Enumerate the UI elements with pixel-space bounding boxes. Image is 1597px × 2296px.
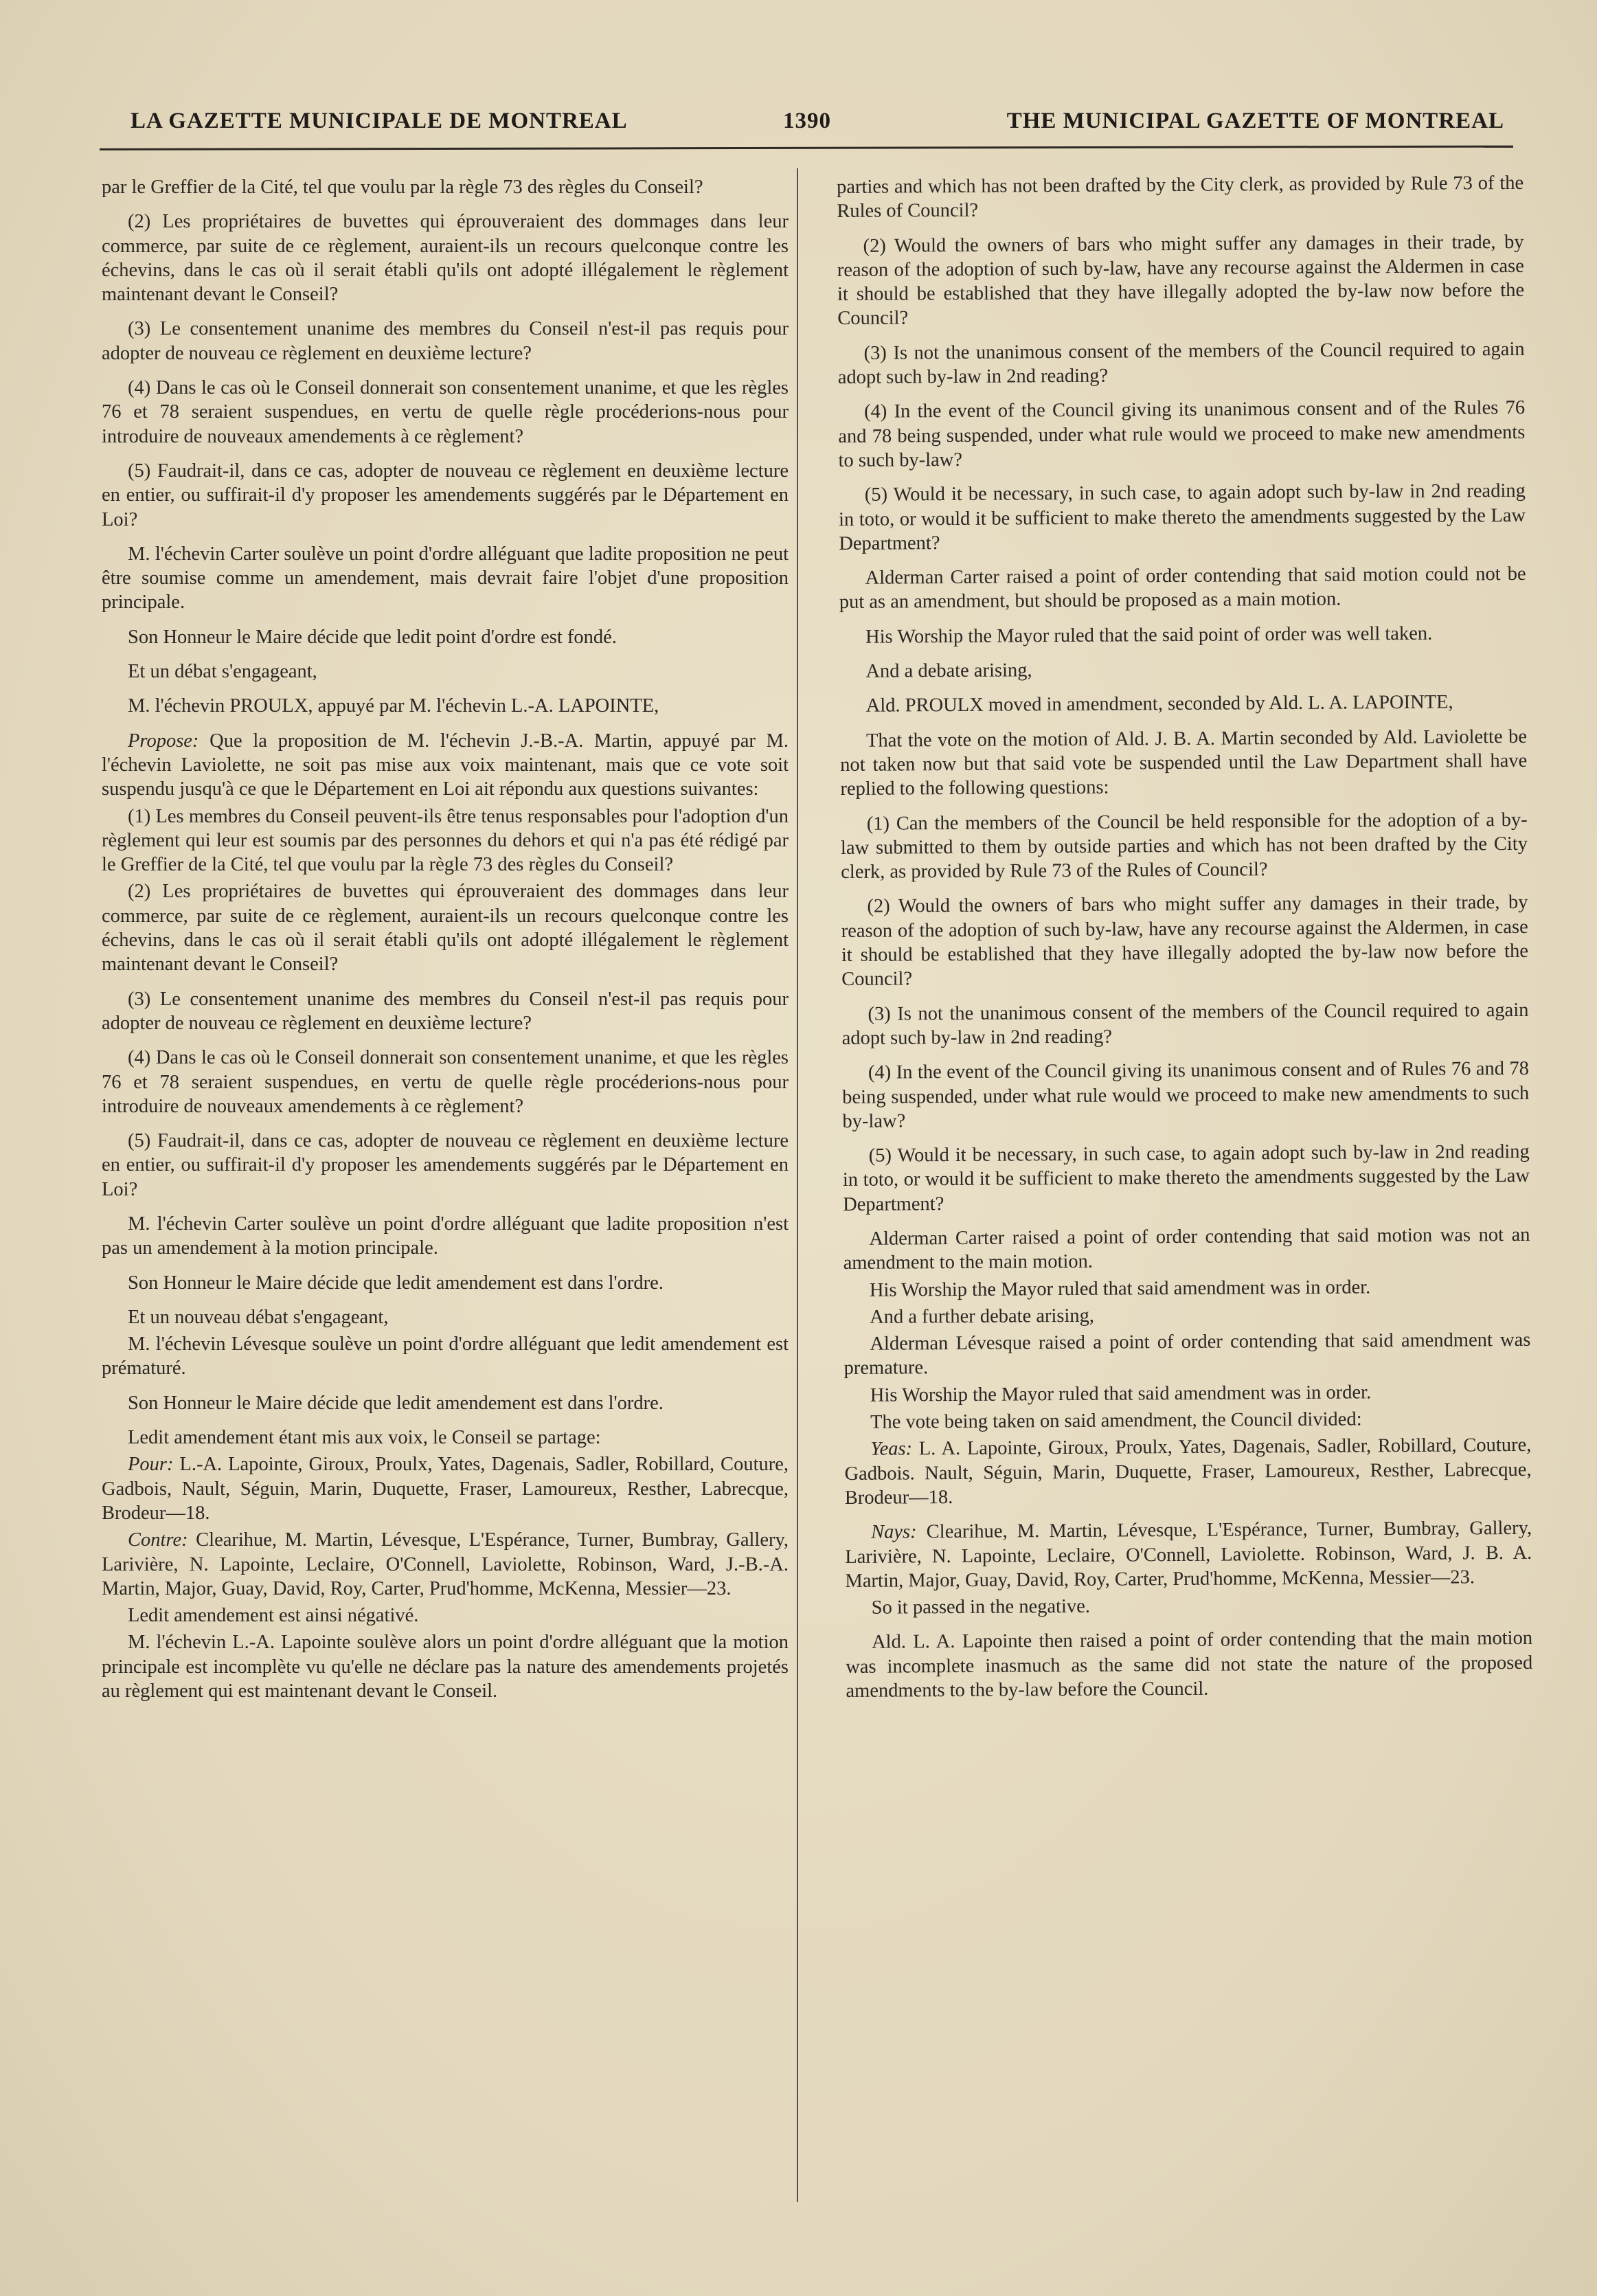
yeas-paragraph bbox=[844, 1433, 1532, 1510]
header-french-title: LA GAZETTE MUNICIPALE DE MONTREAL bbox=[131, 109, 628, 133]
pour-label: Pour: bbox=[128, 1454, 174, 1476]
column-divider bbox=[797, 168, 798, 2202]
paragraph: (4) Dans le cas où le Conseil donnerait son consentement unanime, et que les règles 76 et 78 seraient suspendues, en vertu de quelle règle procéderions-nous pour introduire de nouveaux amendements à ce règlement? bbox=[102, 377, 789, 447]
paragraph: (3) Le consentement unanime des membres du Conseil n'est-il pas requis pour adopter de nouveau ce règlement en deuxième lecture? bbox=[102, 318, 789, 364]
yeas-list: L. A. Lapointe, Giroux, Proulx, Yates, Dagenais, Sadler, Robillard, Couture, Gadbois. Nault, Séguin, Marin, Duquette, Fraser, Lamoureux, Resther, Labrecque, Brodeur—18. bbox=[844, 1434, 1532, 1509]
paragraph: Et un débat s'engageant, bbox=[128, 661, 317, 683]
contre-list: Clearihue, M. Martin, Lévesque, L'Espérance, Turner, Bumbray, Gallery, Larivière, N. Lapointe, Leclaire, O'Connell, Laviolette, Robinson, Ward, J.-B.-A. Martin, Major, Guay, David, Roy, Carter, Prud'homme, McKenna, Messier—23. bbox=[102, 1529, 789, 1599]
paragraph: M. l'échevin Lévesque soulève un point d'ordre alléguant que ledit amendement est prématuré. bbox=[102, 1333, 789, 1380]
paragraph: (1) Can the members of the Council be held responsible for the adoption of a by-law submitted to them by outside parties and which has not been drafted by the City clerk, as provided by Rule 73 of the Rules of Council? bbox=[840, 809, 1528, 883]
paragraph: (5) Faudrait-il, dans ce cas, adopter de nouveau ce règlement en deuxième lecture en entier, ou suffirait-il d'y proposer les amendements suggérés par le Département en Loi? bbox=[102, 1130, 789, 1200]
paragraph: Son Honneur le Maire décide que ledit amendement est dans l'ordre. bbox=[128, 1272, 664, 1294]
paragraph: M. l'échevin Carter soulève un point d'ordre alléguant que ladite proposition n'est pas un amendement à la motion principale. bbox=[102, 1213, 789, 1259]
paragraph: (1) Les membres du Conseil peuvent-ils être tenus responsables pour l'adoption d'un règlement qui leur est soumis par des personnes du dehors et qui n'a pas été rédigé par le Greffier de la Cité, tel que voulu par la règle 73 des règles du Conseil? bbox=[102, 805, 789, 876]
paragraph: Ald. L. A. Lapointe then raised a point of order contending that the main motion was incomplete inasmuch as the same did not state the nature of the proposed amendments to the by-law before the Council. bbox=[846, 1628, 1533, 1702]
paragraph: (3) Is not the unanimous consent of the members of the Council required to again adopt such by-law in 2nd reading? bbox=[837, 338, 1525, 389]
paragraph: Alderman Lévesque raised a point of order contending that said amendment was premature. bbox=[843, 1329, 1531, 1380]
paragraph: Son Honneur le Maire décide que ledit point d'ordre est fondé. bbox=[128, 626, 617, 648]
paragraph: (4) In the event of the Council giving its unanimous consent and of the Rules 76 and 78 being suspended, under what rule would we proceed to make new amendments to such by-law? bbox=[838, 397, 1526, 471]
paragraph: Ledit amendement étant mis aux voix, le Conseil se partage: bbox=[128, 1427, 601, 1449]
paragraph: par le Greffier de la Cité, tel que voulu par la règle 73 des règles du Conseil? bbox=[102, 177, 703, 198]
paragraph: The vote being taken on said amendment, the Council divided: bbox=[870, 1408, 1362, 1433]
nays-paragraph bbox=[845, 1516, 1532, 1593]
nays-label: Nays: bbox=[870, 1521, 917, 1543]
paragraph: His Worship the Mayor ruled that said amendment was in order. bbox=[870, 1382, 1372, 1406]
paragraph: (4) In the event of the Council giving its unanimous consent and of Rules 76 and 78 being suspended, under what rule would we proceed to make new amendments to such by-law? bbox=[842, 1058, 1530, 1132]
paragraph: (2) Would the owners of bars who might suffer any damages in their trade, by reason of the adoption of such by-law, have any recourse against the Aldermen, in case it should be established that they have illegally adopted the by-law now before the Council? bbox=[841, 892, 1529, 991]
propose-label: Propose: bbox=[128, 730, 199, 752]
header-rule bbox=[100, 146, 1513, 150]
paragraph: That the vote on the motion of Ald. J. B. A. Martin seconded by Ald. Laviolette be not taken now but that said vote be suspended until the Law Department shall have replied to the following questions: bbox=[840, 725, 1528, 800]
paragraph: (5) Would it be necessary, in such case, to again adopt such by-law in 2nd reading in toto, or would it be sufficient to make thereto the amendments suggested by the Law Department? bbox=[842, 1140, 1530, 1215]
paragraph: Alderman Carter raised a point of order contending that said motion could not be put as an amendment, but should be proposed as a main motion. bbox=[839, 563, 1526, 614]
paragraph: His Worship the Mayor ruled that the said point of order was well taken. bbox=[865, 622, 1433, 648]
paragraph: (3) Le consentement unanime des membres du Conseil n'est-il pas requis pour adopter de nouveau ce règlement en deuxième lecture? bbox=[102, 988, 789, 1034]
paragraph: M. l'échevin L.-A. Lapointe soulève alors un point d'ordre alléguant que la motion principale est incomplète vu qu'elle ne déclare pas la nature des amendements projetés au règlement qui est maintenant devant le Conseil. bbox=[102, 1632, 789, 1702]
paragraph: (5) Would it be necessary, in such case, to again adopt such by-law in 2nd reading in toto, or would it be sufficient to make thereto the amendments suggested by the Law Department? bbox=[838, 480, 1526, 554]
propose-paragraph bbox=[102, 729, 789, 802]
propose-text: Que la proposition de M. l'échevin J.-B.-A. Martin, appuyé par M. l'échevin Laviolette, ne soit pas mise aux voix maintenant, mais que ce vote soit suspendu jusqu'à ce que le Département en Loi ait répondu aux questions suivantes: bbox=[102, 730, 789, 800]
paragraph: And a debate arising, bbox=[865, 660, 1032, 682]
paragraph: Ledit amendement est ainsi négativé. bbox=[128, 1605, 419, 1627]
contre-label: Contre: bbox=[128, 1529, 188, 1551]
paragraph: (3) Is not the unanimous consent of the members of the Council required to again adopt such by-law in 2nd reading? bbox=[841, 999, 1529, 1049]
pour-list: L.-A. Lapointe, Giroux, Proulx, Yates, Dagenais, Sadler, Robillard, Couture, Gadbois, Nault, Séguin, Marin, Duquette, Fraser, Lamoureux, Resther, Labrecque, Brodeur—18. bbox=[102, 1454, 789, 1524]
paragraph: (2) Les propriétaires de buvettes qui éprouveraient des dommages dans leur commerce, par suite de ce règlement, auraient-ils un recours quelconque contre les échevins, dans le cas où il serait établi qu'ils ont adopté illégalement le règlement maintenant devant le Conseil? bbox=[102, 211, 789, 306]
paragraph: M. l'échevin PROULX, appuyé par M. l'échevin L.-A. LAPOINTE, bbox=[128, 695, 659, 717]
pour-paragraph bbox=[102, 1452, 789, 1525]
yeas-label: Yeas: bbox=[870, 1438, 913, 1461]
nays-list: Clearihue, M. Martin, Lévesque, L'Espérance, Turner, Bumbray, Gallery, Larivière, N. Lapointe, Leclaire, O'Connell, Laviolette. Robinson, Ward, J. B. A. Martin, Major, Guay, David, Roy, Carter, Prud'homme, McKenna, Messier—23. bbox=[845, 1518, 1532, 1592]
paragraph: (2) Les propriétaires de buvettes qui éprouveraient des dommages dans leur commerce, par suite de ce règlement, auraient-ils un recours quelconque contre les échevins, dans le cas où il serait établi qu'ils ont adopté illégalement le règlement maintenant devant le Conseil? bbox=[102, 881, 789, 976]
paragraph: (4) Dans le cas où le Conseil donnerait son consentement unanime, et que les règles 76 et 78 seraient suspendues, en vertu de quelle règle procéderions-nous pour introduire de nouveaux amendements à ce règlement? bbox=[102, 1047, 789, 1117]
paragraph: M. l'échevin Carter soulève un point d'ordre alléguant que ladite proposition ne peut être soumise comme un amendement, mais devrait faire l'objet d'une proposition principale. bbox=[102, 543, 789, 614]
page-number: 1390 bbox=[783, 109, 831, 133]
paragraph: Ald. PROULX moved in amendment, seconded by Ald. L. A. LAPOINTE, bbox=[865, 691, 1453, 717]
paragraph: And a further debate arising, bbox=[870, 1305, 1095, 1328]
header-english-title: THE MUNICIPAL GAZETTE OF MONTREAL bbox=[1006, 109, 1504, 133]
paragraph: Et un nouveau débat s'engageant, bbox=[128, 1306, 389, 1328]
english-column bbox=[837, 171, 1533, 1713]
french-column bbox=[102, 175, 789, 1713]
paragraph: (2) Would the owners of bars who might suffer any damages in their trade, by reason of the adoption of such by-law, have any recourse against the Aldermen in case it should be established that they have illegally adopted the by-law now before the Council? bbox=[837, 231, 1525, 330]
paragraph: Son Honneur le Maire décide que ledit amendement est dans l'ordre. bbox=[128, 1392, 664, 1414]
page-header bbox=[124, 103, 1504, 137]
paragraph: So it passed in the negative. bbox=[871, 1595, 1091, 1619]
paragraph: His Worship the Mayor ruled that said amendment was in order. bbox=[869, 1276, 1371, 1301]
paragraph: parties and which has not been drafted by the City clerk, as provided by Rule 73 of the Rules of Council? bbox=[837, 172, 1524, 223]
contre-paragraph bbox=[102, 1528, 789, 1601]
paragraph: (5) Faudrait-il, dans ce cas, adopter de nouveau ce règlement en deuxième lecture en entier, ou suffirait-il d'y proposer les amendements suggérés par le Département en Loi? bbox=[102, 460, 789, 530]
paragraph: Alderman Carter raised a point of order contending that said motion was not an amendment to the main motion. bbox=[843, 1224, 1530, 1274]
